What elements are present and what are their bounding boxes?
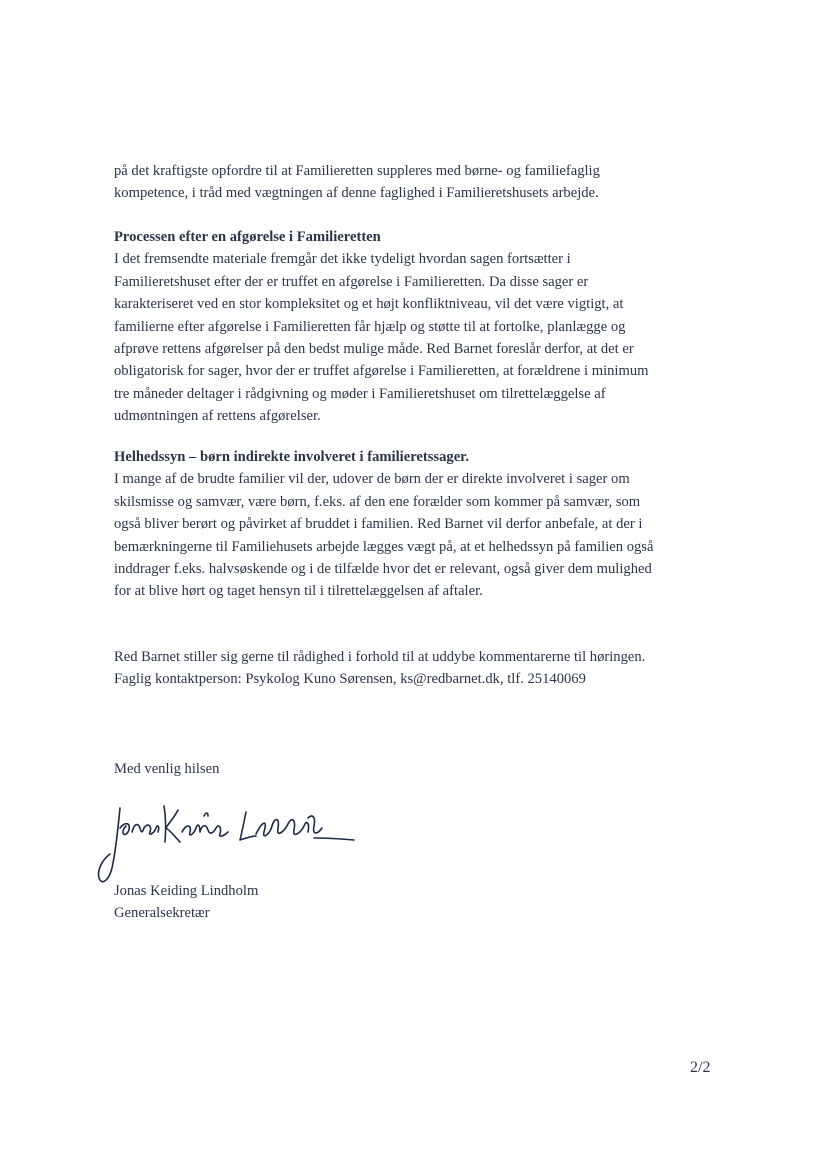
paragraph-line: Familieretshuset efter der er truffet en afgørelse i Familieretten. Da disse sager er [114, 273, 589, 290]
section-process-after-ruling [114, 226, 714, 428]
contact-line: Faglig kontaktperson: Psykolog Kuno Sørensen, ks@redbarnet.dk, tlf. 25140069 [114, 671, 586, 688]
paragraph-line: tre måneder deltager i rådgivning og møder i Familieretshuset om tilrettelæggelse af [114, 385, 606, 402]
paragraph-line: bemærkningerne til Familiehusets arbejde lægges vægt på, at et helhedssyn på familien også [114, 538, 654, 555]
paragraph-line: udmøntningen af rettens afgørelser. [114, 408, 321, 425]
section-holistic-view [114, 446, 714, 603]
paragraph-line: I det fremsendte materiale fremgår det ikke tydeligt hvordan sagen fortsætter i [114, 251, 571, 268]
paragraph-line: I mange af de brudte familier vil der, udover de børn der er direkte involveret i sager om [114, 471, 630, 488]
contact-paragraph [114, 646, 714, 691]
handwritten-signature [96, 798, 358, 890]
page-number: 2/2 [690, 1059, 711, 1076]
section-heading: Helhedssyn – børn indirekte involveret i familieretssager. [114, 449, 469, 465]
paragraph-line: karakteriseret ved en stor kompleksitet og et højt konfliktniveau, vil det være vigtigt, at [114, 296, 624, 313]
paragraph-line: skilsmisse og samvær, være børn, f.eks. af den ene forælder som kommer på samvær, som [114, 493, 641, 510]
paragraph-line: obligatorisk for sager, hvor der er truffet afgørelse i Familieretten, at forældrene i minimum [114, 363, 649, 380]
signer-title: Generalsekretær [114, 905, 210, 922]
section-heading: Processen efter en afgørelse i Familieretten [114, 229, 381, 245]
paragraph-line: inddrager f.eks. halvsøskende og i de tilfælde hvor det er relevant, også giver dem mulighed [114, 561, 652, 578]
paragraph-line: også bliver berørt og påvirket af bruddet i familien. Red Barnet vil derfor anbefale, at der i [114, 516, 643, 533]
paragraph-line: for at blive hørt og taget hensyn til i tilrettelæggelsen af aftaler. [114, 583, 483, 600]
closing-greeting [114, 758, 714, 780]
greeting-text: Med venlig hilsen [114, 761, 220, 777]
paragraph-line: afprøve rettens afgørelser på den bedst mulige måde. Red Barnet foreslår derfor, at det er [114, 341, 634, 358]
paragraph-line: familierne efter afgørelse i Familieretten får hjælp og støtte til at fortolke, planlægge og [114, 318, 626, 335]
contact-line: Red Barnet stiller sig gerne til rådighed i forhold til at uddybe kommentarerne til høringen. [114, 649, 646, 665]
intro-line: kompetence, i tråd med vægtningen af denne faglighed i Familieretshusets arbejde. [114, 185, 599, 202]
signer-block [114, 880, 714, 925]
intro-paragraph [114, 160, 714, 205]
intro-line: på det kraftigste opfordre til at Familieretten suppleres med børne- og familiefaglig [114, 163, 600, 179]
signer-name: Jonas Keiding Lindholm [114, 883, 259, 899]
